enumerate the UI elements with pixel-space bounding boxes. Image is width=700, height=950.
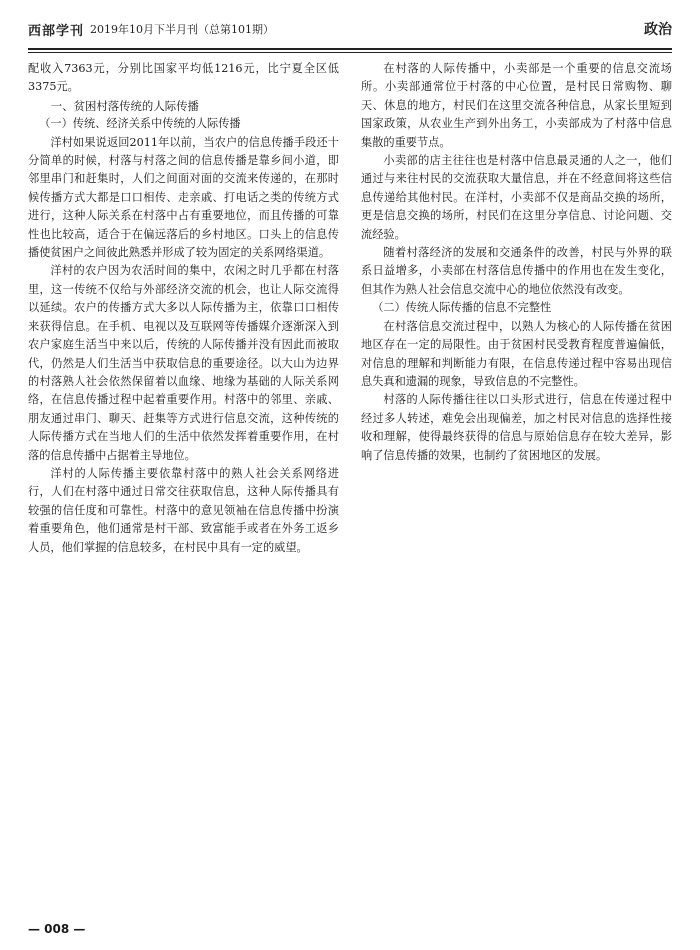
body-paragraph: 随着村落经济的发展和交通条件的改善，村民与外界的联系日益增多，小卖部在村落信息传播中的作用也在发生变化，但其作为熟人社会信息交流中心的地位依然没有改变。 xyxy=(361,246,672,296)
journal-logo: 西部学刊 xyxy=(28,23,85,39)
body-paragraph: 洋村的人际传播主要依靠村落中的熟人社会关系网络进行，人们在村落中通过日常交往获取信息，这种人际传播具有较强的信任度和可靠性。村落中的意见领袖在信息传播中扮演着重要角色，他们通常是村干部、致富能手或者在外务工返乡人员，他们掌握的信息较多，在村民中具有一定的威望。 xyxy=(28,466,339,554)
section-heading: 一、贫困村落传统的人际传播 xyxy=(50,98,199,113)
section-title: 政治 xyxy=(644,22,672,38)
article-body xyxy=(28,60,672,906)
header-rule xyxy=(28,48,672,53)
body-paragraph: 洋村的农户因为农活时间的集中，农闲之时几乎都在村落里，这一传统不仅给与外部经济交流的机会，也让人际交流得以延续。农户的传播方式大多以人际传播为主，依靠口口相传来获得信息。在手机、电视以及互联网等传播媒介逐渐深入到农户家庭生活当中来以后，传统的人际传播并没有因此而被取代，仍然是人们生活当中获取信息的重要途径。以大山为边界的村落熟人社会依然保留着以血缘、地缘为基础的人际关系网络，在信息传播过程中起着重要作用。村落中的邻里、亲戚、朋友通过串门、聊天、赶集等方式进行信息交流，这种传统的人际传播方式在当地人们的生活中依然发挥着重要作用，在村落的信息传播中占据着主导地位。 xyxy=(28,264,339,462)
issue-info: 2019年10月下半月刊（总第101期） xyxy=(90,23,275,36)
body-paragraph: 在村落的人际传播中，小卖部是一个重要的信息交流场所。小卖部通常位于村落的中心位置，是村民日常购物、聊天、休息的地方，村民们在这里交流各种信息，从家长里短到国家政策，从农业生产到外出务工，小卖部成为了村落中信息集散的重要节点。 xyxy=(361,62,672,149)
body-paragraph: 在村落信息交流过程中，以熟人为核心的人际传播在贫困地区存在一定的局限性。由于贫困村民受教育程度普遍偏低，对信息的理解和判断能力有限，在信息传递过程中容易出现信息失真和遗漏的现象，导致信息的不完整性。 xyxy=(361,319,672,388)
left-column xyxy=(28,60,339,906)
running-header xyxy=(28,14,672,44)
body-paragraph: 村落的人际传播往往以口头形式进行，信息在传递过程中经过多人转述，难免会出现偏差，加之村民对信息的选择性接收和理解，使得最终获得的信息与原始信息存在较大差异，影响了信息传播的效果，也制约了贫困地区的发展。 xyxy=(361,393,672,462)
subsection-heading: （一）传统、经济关系中传统的人际传播 xyxy=(39,117,241,131)
body-paragraph: 洋村如果说返回2011年以前，当农户的信息传播手段还十分简单的时候，村落与村落之间的信息传播是靠乡间小道，即邻里串门和赶集时，人们之间面对面的交流来传递的，在那时候传播方式大都是口口相传、走亲戚、打电话之类的传统方式进行，这种人际关系在村落中占有重要地位，而且传播的可靠性也比较高，适合于在偏远落后的乡村地区。口头上的信息传播使贫困户之间彼此熟悉并形成了较为固定的关系网络渠道。 xyxy=(28,135,339,260)
page-number: — 008 — xyxy=(28,922,86,936)
right-column xyxy=(361,60,672,906)
intro-paragraph: 配收入7363元，分别比国家平均低1216元，比宁夏全区低3375元。 xyxy=(28,62,339,94)
subsection-heading: （二）传统人际传播的信息不完整性 xyxy=(372,301,552,315)
body-paragraph: 小卖部的店主往往也是村落中信息最灵通的人之一，他们通过与来往村民的交流获取大量信息，并在不经意间将这些信息传递给其他村民。在洋村，小卖部不仅是商品交换的场所，更是信息交换的场所，村民们在这里分享信息、讨论问题、交流经验。 xyxy=(361,154,672,241)
